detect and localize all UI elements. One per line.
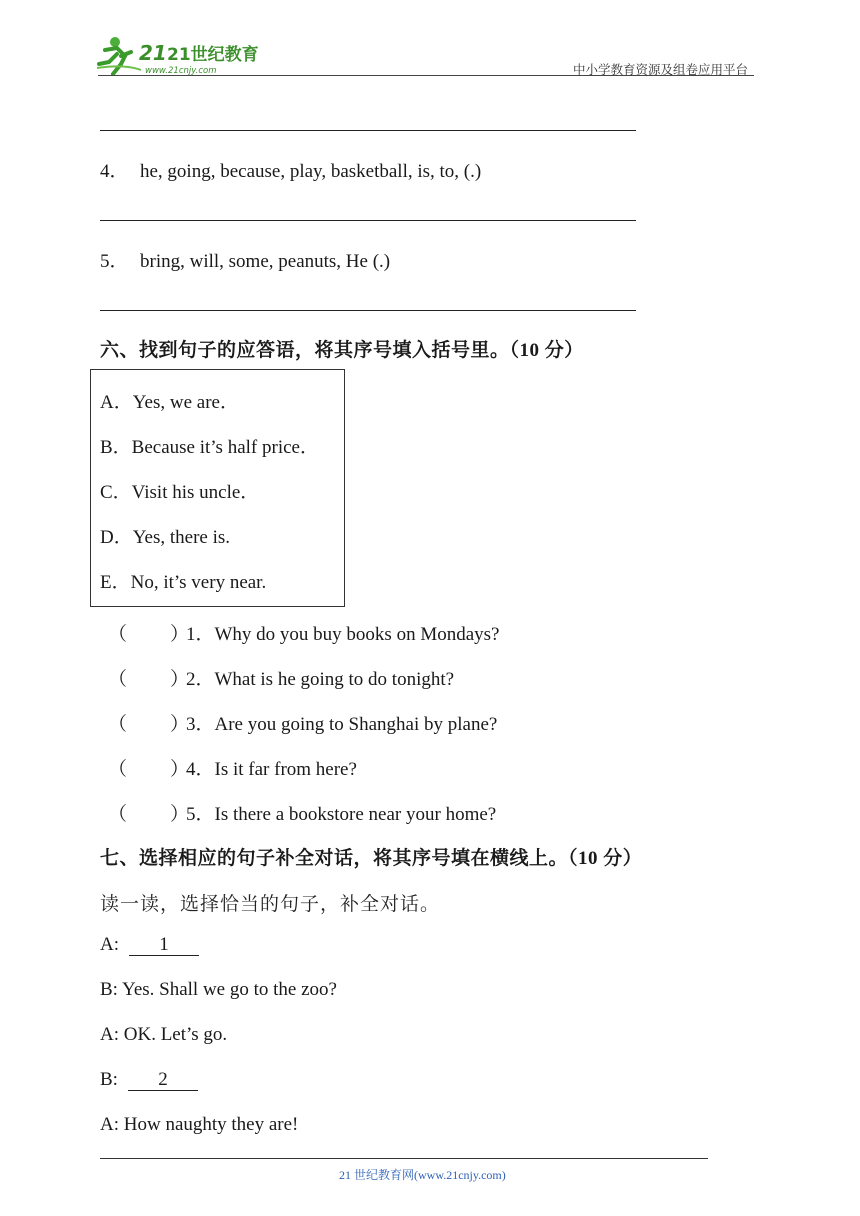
question-text: 2．What is he going to do tonight? (186, 669, 455, 690)
site-logo (95, 34, 260, 78)
bracket-question-4 (108, 754, 357, 781)
bracket-question-5 (108, 799, 496, 826)
answer-line (100, 220, 636, 221)
answer-bracket-open[interactable]: （ (108, 669, 128, 690)
question-text: 5．Is there a bookstore near your home? (186, 804, 497, 825)
answer-bracket-close: ） (170, 669, 190, 690)
answer-line (100, 130, 636, 131)
speaker: A: (100, 1024, 119, 1045)
dialogue-blank[interactable]: 1 (129, 935, 199, 956)
bracket-question-3 (108, 709, 497, 736)
option-d: D．Yes, there is. (100, 527, 231, 548)
section-7-title (100, 843, 642, 870)
bracket-question-2 (108, 664, 454, 691)
question-text: he, going, because, play, basketball, is, to, (.) (140, 161, 482, 182)
dialogue-line-2 (100, 979, 337, 1001)
question-text: 1．Why do you buy books on Mondays? (186, 624, 500, 645)
header-tagline: 中小学教育资源及组卷应用平台 (573, 62, 749, 77)
answer-bracket-close: ） (170, 714, 190, 735)
section-title-text: 七、选择相应的句子补全对话，将其序号填在横线上。（ (100, 847, 579, 869)
svg-text:21: 21 (139, 41, 167, 65)
header-divider (98, 75, 754, 76)
dialogue-line-1 (100, 934, 199, 956)
answer-bracket-close: ） (170, 804, 190, 825)
answer-line (100, 310, 636, 311)
dialogue-text: OK. Let’s go. (123, 1024, 228, 1045)
logo-url: www.21cnjy.com (145, 66, 217, 76)
reorder-question-4 (100, 156, 481, 183)
speaker: B: (100, 979, 118, 1000)
dialogue-blank[interactable]: 2 (128, 1070, 198, 1091)
dialogue-text: How naughty they are! (123, 1114, 299, 1135)
option-b: B．Because it’s half price． (100, 437, 319, 458)
question-text: 4．Is it far from here? (186, 759, 357, 780)
question-text: bring, will, some, peanuts, He (.) (140, 251, 391, 272)
question-number: 5． (100, 251, 129, 272)
speaker: A: (100, 934, 119, 955)
question-text: 3．Are you going to Shanghai by plane? (186, 714, 498, 735)
section-score: 10 分 (519, 340, 565, 361)
answer-bracket-open[interactable]: （ (108, 804, 128, 825)
option-c: C．Visit his uncle． (100, 482, 260, 503)
runner-logo-icon (95, 34, 260, 78)
footer-text[interactable]: 21 世纪教育网(www.21cnjy.com) (339, 1168, 506, 1182)
option-e: E．No, it’s very near. (100, 572, 267, 593)
question-number: 4． (100, 161, 129, 182)
section-title-close: ） (564, 339, 584, 361)
answer-bracket-open[interactable]: （ (108, 624, 128, 645)
speaker: B: (100, 1069, 118, 1090)
section-score: 10 分 (578, 848, 623, 869)
option-a: A．Yes, we are． (100, 392, 239, 413)
dialogue-line-5 (100, 1114, 298, 1136)
footer-divider (100, 1158, 708, 1159)
answer-bracket-open[interactable]: （ (108, 714, 128, 735)
section-6-title (100, 335, 584, 362)
section-title-text: 六、找到句子的应答语，将其序号填入括号里。（ (100, 339, 520, 361)
answer-bracket-open[interactable]: （ (108, 759, 128, 780)
logo-text: 21世纪教育 (167, 45, 259, 65)
dialogue-line-4 (100, 1069, 198, 1091)
bracket-question-1 (108, 619, 499, 646)
speaker: A: (100, 1114, 119, 1135)
answer-bracket-close: ） (170, 759, 190, 780)
section-title-close: ） (622, 847, 643, 869)
dialogue-text: Yes. Shall we go to the zoo? (122, 979, 337, 1000)
answer-bracket-close: ） (170, 624, 190, 645)
reorder-question-5 (100, 246, 390, 273)
section-7-instruction: 读一读，选择恰当的句子，补全对话。 (100, 893, 441, 915)
dialogue-line-3 (100, 1024, 227, 1046)
